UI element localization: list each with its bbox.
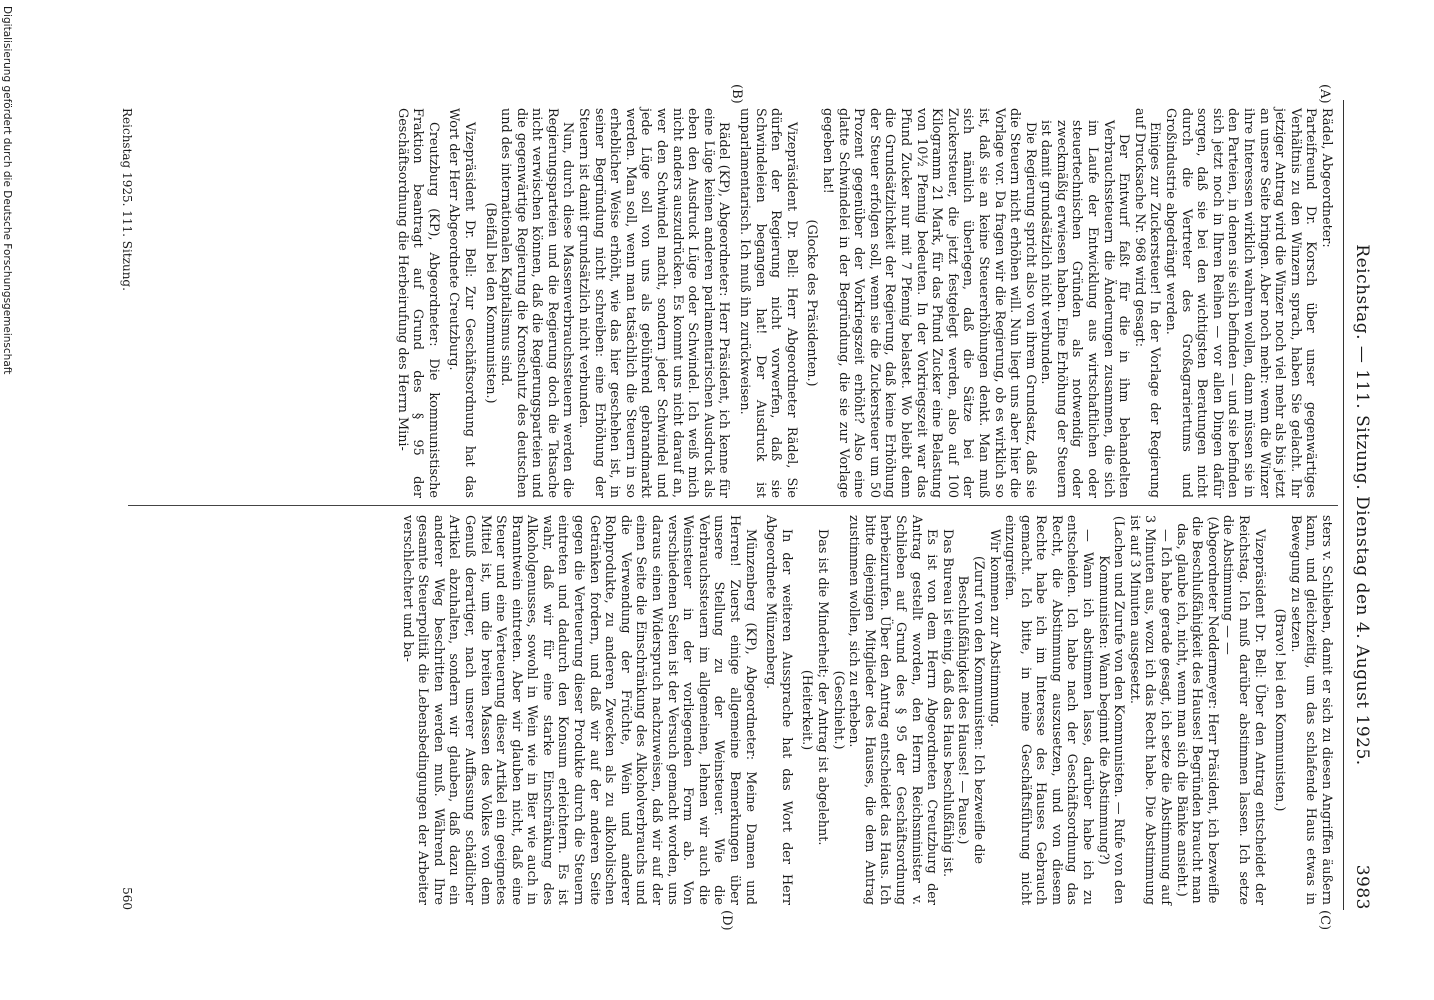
- footer-session: Reichstag 1925. 111. Sitzung.: [120, 108, 134, 291]
- paragraph: Vizepräsident Dr. Bell: Zur Geschäftsordnung hat das Wort der Herr Abgeordnete Creutzburg.: [446, 108, 477, 498]
- paragraph: Creutzburg (KP), Abgeordneter: Die kommunistische Fraktion beantragt auf Grund des § 95 der Geschäftsordnung die Herbeirufung des Herrn Mini-: [394, 108, 441, 498]
- margin-label-c: (C): [1317, 910, 1332, 931]
- footer-page-number: 560: [120, 887, 134, 910]
- paragraph: Das ist die Minderheit; der Antrag ist abgelehnt.: [815, 529, 830, 846]
- paragraph: Parteifreund Dr. Korsch über unser gegenwärtiges Verhältnis zu den Winzern sprach, haben Sie gelacht. Ihr jetziger Antrag wird die Winzer noch viel mehr als bis jetzt an unsere Seite bringen. Aber noch mehr: wenn die Winzer ihre Interessen wirklich wahren wollen, dann müssen sie in den Parteien, in denen sie sich befinden — und sie befinden sich jetzt noch in Ihren Reihen — vor allen Dingen dafür sorgen, daß sie bei den wichtigsten Beratungen nicht durch die Vertreter des Großagrariertums und Großindustrie abgedrängt werden.: [1163, 108, 1319, 498]
- paragraph: Die Regierung spricht also von ihrem Grundsatz, daß sie die Steuern nicht erhöhen will. Nun liegt uns aber hier die Vorlage vor. Da fragen wir die Regierung, ob es wirklich so ist, daß sie an keine Steuererhöhungen denkt. Man muß sich nämlich überlegen, daß die Sätze bei der Zuckersteuer, die jetzt festgelegt werden, also auf 100 Kilogramm 21 Mark, für das Pfund Zucker eine Belastung von 10½ Pfennig bedeuten. In der Vorkriegszeit war das Pfund Zucker nur mit 7 Pfennig belastet. Wo bleibt denn die Grundsätzlichkeit der Regierung, daß keine Erhöhung der Steuer erfolgen soll, wenn sie die Zuckersteuer um 50 Prozent gegenüber der Vorkriegszeit erhöht? Also eine glatte Schwindelei in der Begründung, die sie zur Vorlage gegeben hat!: [820, 108, 1038, 498]
- header-title: Reichstag. — 111. Sitzung. Dienstag den 4. August 1925.: [1352, 244, 1372, 766]
- paragraph: Wir kommen zur Abstimmung.: [986, 529, 1002, 728]
- paragraph: — Wann ich abstimmen lasse, darüber habe ich zu entscheiden. Ich habe nach der Geschäftsordnung das Recht, die Abstimmung auszusetzen, und von diesem Rechte habe ich im Interesse des Hauses Gebrauch gemacht. Ich bitte, in meine Geschäftsführung nicht einzugreifen.: [1002, 515, 1096, 905]
- stage-direction: (Zuruf von den Kommunisten: Ich bezweifle die Beschlußfähigkeit des Hauses! — Pause.): [955, 556, 986, 864]
- paragraph: Münzenberg (KP), Abgeordneter: Meine Damen und Herren! Zuerst einige allgemeine Bemerkungen über unsere Stellung zu der Weinsteuer. Wie die Verbrauchssteuern im allgemeinen, lehnen wir auch die Weinsteuer in der vorliegenden Form ab. Von verschiedenen Seiten ist der Versuch gemacht worden, uns daraus einen Widerspruch nachzuweisen, daß wir auf der einen Seite die Einschränkung des Alkoholverbrauchs und die Verwendung der Früchte, Wein und anderer Rohprodukte, zu anderen Zwecken als zu alkoholischen Getränken fordern, und daß wir auf der anderen Seite gegen die Verteuerung dieser Produkte durch die Steuern eintreten und dadurch den Konsum erleichtern. Es ist wahr, daß wir für eine starke Einschränkung des Alkoholgenusses, sowohl in Wein wie in Bier wie auch in Branntwein eintreten. Aber wir glauben nicht, daß eine Steuer und eine Verteuerung dieser Artikel ein geeignetes Mittel ist, um die breiten Massen des Volkes von dem Genuß derartiger, nach unserer Auffassung schädlicher Artikel abzuhalten, sondern wir glauben, daß dazu ein anderer Weg beschritten werden muß. Während Ihre gesamte Steuerpolitik die Lebensbedingungen der Arbeiter verschlechtert und ba-: [399, 515, 758, 905]
- margin-label-b: (B): [729, 84, 744, 104]
- column-divider: [128, 505, 1338, 506]
- paragraph: Das Bureau ist einig, daß das Haus beschlußfähig ist.: [939, 529, 955, 878]
- paragraph: Rädel (KP), Abgeordneter: Herr Präsident, ich kenne für eine Lüge keinen anderen parlamentarischen Ausdruck als eben den Ausdruck Lüge oder Schwindel. Ich weiß mich nicht anders auszudrücken. Es kommt uns nicht darauf an, wer den Schwindel macht, sondern jeder Schwindel und jede Lüge soll von uns als gebührend gebrandmarkt werden. Man soll, wenn man tatsächlich die Steuern in so erheblicher Weise erhöht, wie das hier geschehen ist, in seiner Begründung nicht schreiben: eine Erhöhung der Steuern ist damit grundsätzlich nicht verbunden.: [576, 108, 732, 498]
- stage-direction: (Bravo! bei den Kommunisten.): [1272, 608, 1288, 812]
- paragraph: Vizepräsident Dr. Bell: Über den Antrag entscheidet der Reichstag. Ich muß darüber abstimmen lassen. Ich setze die Abstimmung — —: [1220, 515, 1267, 905]
- paragraph: sters v. Schlieben, damit er sich zu diesen Angriffen äußern kann, und gleichzeitig, um das schlafende Haus etwas in Bewegung zu setzen.: [1287, 515, 1334, 905]
- margin-label-a: (A): [1317, 84, 1332, 104]
- right-column: [399, 515, 1334, 905]
- digitization-text: Digitalisierung gefördert durch die Deutsche Forschungsgemeinschaft: [1, 6, 13, 375]
- paragraph: — Ich habe gerade gesagt, ich setze die Abstimmung auf 3 Minuten aus, wozu ich das Recht habe. Die Abstimmung ist auf 3 Minuten ausgesetzt.: [1126, 515, 1174, 905]
- stage-direction: (Abgeordneter Neddermeyer: Herr Präsident, ich bezweifle die Beschlußfähigkeit des Hauses! Begründen braucht man das, glaube ich, nicht, wenn man sich die Bänke ansieht.): [1173, 516, 1220, 904]
- stage-direction: (Geschieht.): [830, 670, 846, 750]
- header-page-number: 3983: [1352, 864, 1372, 910]
- paragraph: Vizepräsident Dr. Bell: Herr Abgeordneter Rädel, Sie dürfen der Regierung nicht vorwerfen, daß sie Schwindeleien begangen hat! Der Ausdruck ist unparlamentarisch. Ich muß ihn zurückweisen.: [737, 108, 799, 498]
- header-rule: [1343, 100, 1344, 910]
- paragraph: Nun, durch diese Massenverbrauchssteuern werden die Regierungsparteien und die Regierung doch die Tatsache nicht verwischen können, daß die Regierungsparteien und die gegenwärtige Regierung die Kronschutz des deutschen und des internationalen Kapitalismus sind.: [498, 108, 576, 498]
- left-column: [394, 108, 1334, 498]
- paragraph: Einiges zur Zuckersteuer! In der Vorlage der Regierung auf Drucksache Nr. 968 wird gesagt:: [1131, 108, 1163, 498]
- stage-direction: (Heiterkeit.): [799, 669, 815, 751]
- paragraph: In der weiteren Aussprache hat das Wort der Herr Abgeordnete Münzenberg.: [763, 515, 794, 905]
- stage-direction: (Glocke des Präsidenten.): [804, 219, 820, 387]
- quote-paragraph: Der Entwurf faßt für die in ihm behandelten Verbrauchssteuern die Änderungen zusammen, die sich im Laufe der Entwicklung aus wirtschaftlichen oder steuertechnischen Gründen als notwendig oder zweckmäßig erwiesen haben. Eine Erhöhung der Steuern ist damit grundsätzlich nicht verbunden.: [1038, 120, 1132, 498]
- margin-label-d: (D): [719, 910, 734, 931]
- page-header: [1346, 100, 1372, 910]
- paragraph: Rädel, Abgeordneter:: [1319, 108, 1334, 248]
- paragraph: Es ist von dem Herrn Abgeordneten Creutzburg der Antrag gestellt worden, den Herrn Reichsminister v. Schlieben auf Grund des § 95 der Geschäftsordnung herbeizurufen. Über den Antrag entscheidet das Haus. Ich bitte diejenigen Mitglieder des Hauses, die dem Antrag zustimmen wollen, sich zu erheben.: [846, 515, 940, 905]
- stage-direction: (Beifall bei den Kommunisten.): [482, 202, 498, 404]
- stage-direction: (Lachen und Zurufe von den Kommunisten. — Rufe von den Kommunisten: Wann beginnt die Abstimmung?): [1095, 515, 1127, 905]
